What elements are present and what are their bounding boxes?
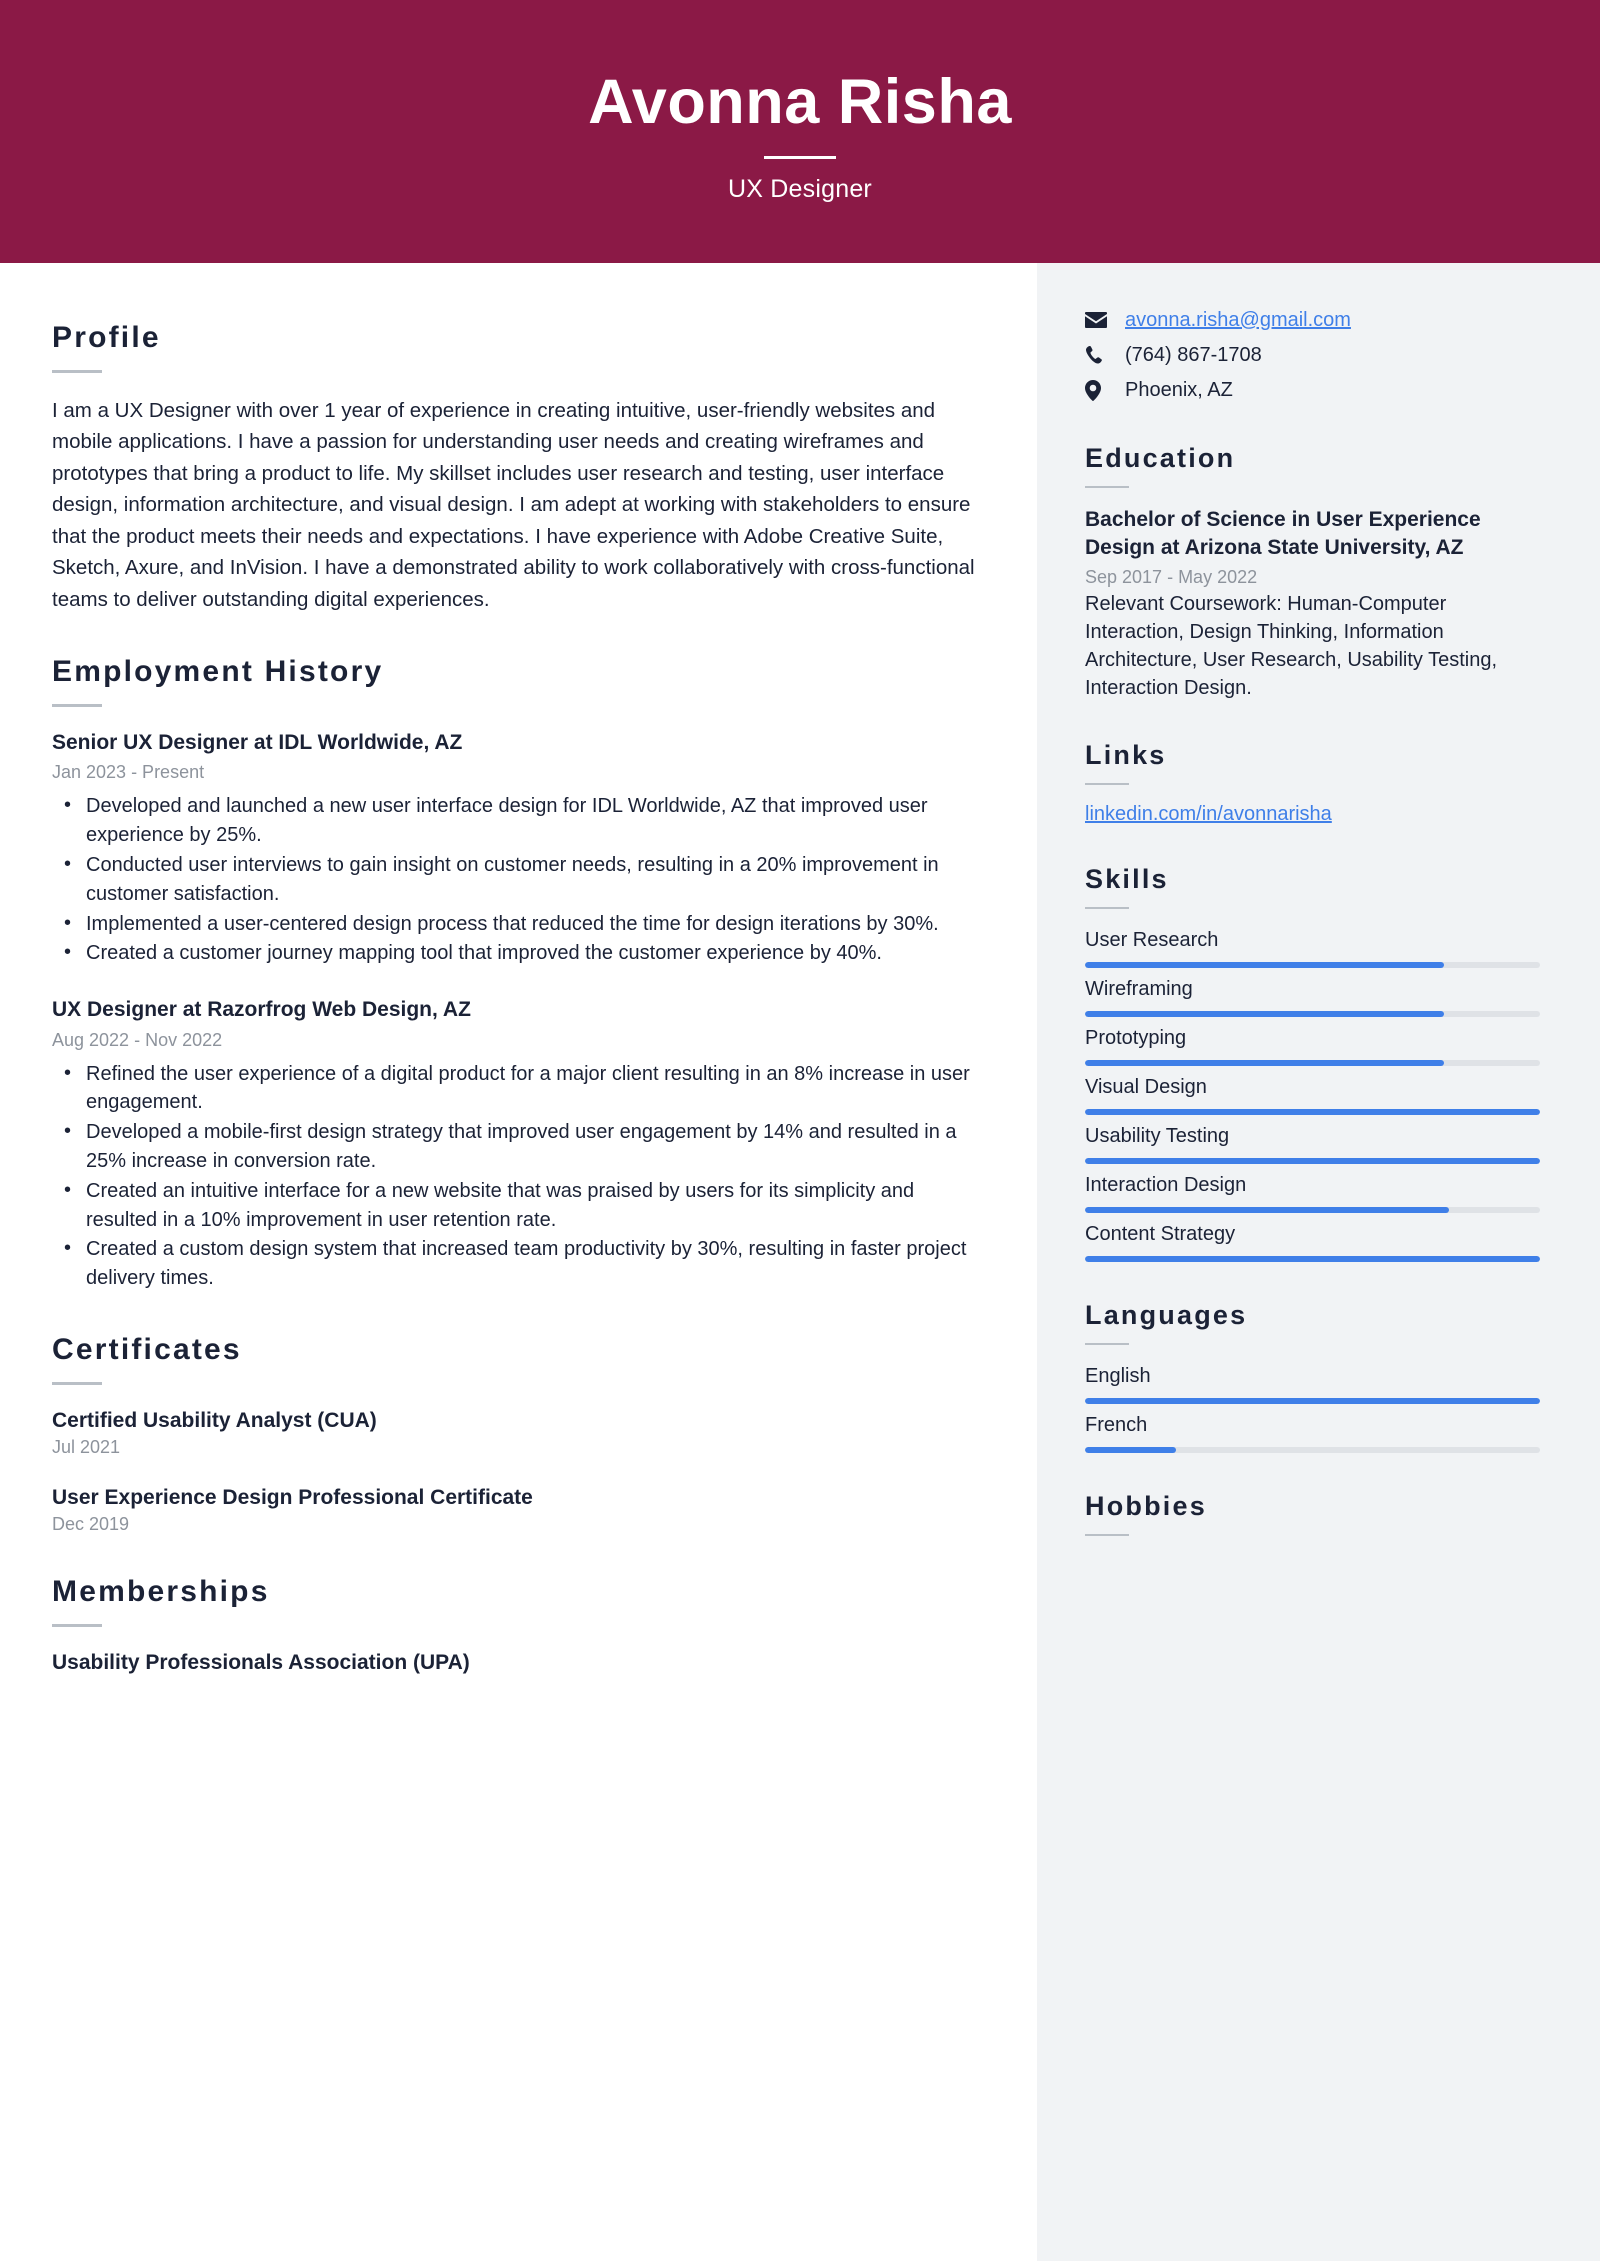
skills-list bbox=[1085, 927, 1540, 1262]
section-hobbies bbox=[1085, 1491, 1540, 1536]
location-text: Phoenix, AZ bbox=[1125, 379, 1233, 401]
certificate-entry bbox=[52, 1484, 981, 1535]
employment-heading: Employment History bbox=[52, 655, 384, 689]
job-entry bbox=[52, 996, 981, 1293]
job-bullet: • Implemented a user-centered design process that reduced the time for design iterations by 30%. bbox=[52, 910, 981, 939]
section-divider bbox=[1085, 486, 1129, 488]
skill-level-bar bbox=[1085, 1109, 1540, 1115]
skill-label: Prototyping bbox=[1085, 1026, 1187, 1049]
contact-row-phone bbox=[1085, 342, 1540, 368]
section-divider bbox=[52, 370, 102, 373]
language-item bbox=[1085, 1412, 1540, 1453]
certificate-date: Jul 2021 bbox=[52, 1436, 121, 1457]
skill-item bbox=[1085, 927, 1540, 968]
skill-level-fill bbox=[1085, 1060, 1444, 1066]
skill-item bbox=[1085, 976, 1540, 1017]
language-label: English bbox=[1085, 1364, 1151, 1387]
linkedin-link[interactable]: linkedin.com/in/avonnarisha bbox=[1085, 802, 1332, 825]
section-divider bbox=[52, 1382, 102, 1385]
section-education bbox=[1085, 443, 1540, 702]
header-job-title: UX Designer bbox=[728, 174, 872, 203]
resume-header bbox=[0, 0, 1600, 263]
location-pin-icon bbox=[1085, 380, 1111, 401]
skill-level-bar bbox=[1085, 1207, 1540, 1213]
job-date: Jan 2023 - Present bbox=[52, 762, 205, 783]
job-title: Senior UX Designer at IDL Worldwide, AZ bbox=[52, 730, 463, 754]
skill-label: Content Strategy bbox=[1085, 1222, 1236, 1245]
certificate-date: Dec 2019 bbox=[52, 1514, 130, 1535]
skill-level-fill bbox=[1085, 1109, 1540, 1115]
skill-level-fill bbox=[1085, 1158, 1540, 1164]
language-level-fill bbox=[1085, 1447, 1176, 1453]
section-languages bbox=[1085, 1300, 1540, 1453]
job-bullet: • Conducted user interviews to gain insight on customer needs, resulting in a 20% improvement in customer satisfaction. bbox=[52, 851, 981, 909]
skill-item bbox=[1085, 1025, 1540, 1066]
skill-item bbox=[1085, 1172, 1540, 1213]
job-bullet: • Created an intuitive interface for a new website that was praised by users for its simplicity and resulted in a 10% improvement in user retention rate. bbox=[52, 1177, 981, 1235]
memberships-heading: Memberships bbox=[52, 1575, 270, 1609]
profile-text: I am a UX Designer with over 1 year of experience in creating intuitive, user-friendly websites and mobile applications. I have a passion for understanding user needs and creating wireframes and prototypes that bring a product to life. My skillset includes user research and testing, user interface design, information architecture, and visual design. I am adept at working with stakeholders to ensure that the product meets their needs and expectations. I have experience with Adobe Creative Suite, Sketch, Axure, and InVision. I have a demonstrated ability to work collaboratively with cross-functional teams to deliver outstanding digital experiences. bbox=[52, 398, 975, 611]
section-divider bbox=[52, 704, 102, 707]
job-bullet: • Created a customer journey mapping tool that improved the customer experience by 40%. bbox=[52, 939, 981, 968]
skill-level-bar bbox=[1085, 1060, 1540, 1066]
hobbies-heading: Hobbies bbox=[1085, 1490, 1207, 1521]
job-bullet-list bbox=[52, 792, 981, 968]
skill-label: Wireframing bbox=[1085, 977, 1193, 1000]
phone-text: (764) 867-1708 bbox=[1125, 344, 1262, 366]
skill-item bbox=[1085, 1123, 1540, 1164]
education-degree: Bachelor of Science in User Experience Design at Arizona State University, AZ bbox=[1085, 508, 1481, 560]
skill-item bbox=[1085, 1221, 1540, 1262]
skill-label: User Research bbox=[1085, 928, 1219, 951]
skill-label: Visual Design bbox=[1085, 1075, 1207, 1098]
skill-level-fill bbox=[1085, 962, 1444, 968]
section-divider bbox=[52, 1624, 102, 1627]
email-link[interactable]: avonna.risha@gmail.com bbox=[1125, 309, 1351, 331]
languages-list bbox=[1085, 1363, 1540, 1453]
language-item bbox=[1085, 1363, 1540, 1404]
certificates-heading: Certificates bbox=[52, 1333, 242, 1367]
main-column bbox=[0, 263, 1037, 2261]
job-bullet: • Developed a mobile-first design strategy that improved user engagement by 14% and resulted in a 25% increase in conversion rate. bbox=[52, 1118, 981, 1176]
contact-row-email bbox=[1085, 307, 1540, 333]
section-skills bbox=[1085, 864, 1540, 1262]
header-divider bbox=[764, 156, 836, 159]
section-links bbox=[1085, 740, 1540, 826]
skill-level-bar bbox=[1085, 962, 1540, 968]
section-employment-history bbox=[52, 655, 981, 1293]
certificate-title: Certified Usability Analyst (CUA) bbox=[52, 1408, 377, 1432]
job-bullet: • Refined the user experience of a digital product for a major client resulting in an 8% increase in user engagement. bbox=[52, 1060, 981, 1118]
section-divider bbox=[1085, 1534, 1129, 1536]
education-date: Sep 2017 - May 2022 bbox=[1085, 566, 1258, 587]
certificate-entry bbox=[52, 1407, 981, 1458]
resume-body bbox=[0, 263, 1600, 2261]
job-bullet: • Created a custom design system that increased team productivity by 30%, resulting in faster project delivery times. bbox=[52, 1235, 981, 1293]
skill-level-bar bbox=[1085, 1256, 1540, 1262]
skill-level-bar bbox=[1085, 1158, 1540, 1164]
language-label: French bbox=[1085, 1413, 1148, 1436]
section-divider bbox=[1085, 907, 1129, 909]
education-heading: Education bbox=[1085, 443, 1236, 473]
education-description: Relevant Coursework: Human-Computer Interaction, Design Thinking, Information Architecture, User Research, Usability Testing, Interaction Design. bbox=[1085, 592, 1498, 699]
contact-row-location bbox=[1085, 377, 1540, 403]
skill-level-fill bbox=[1085, 1011, 1444, 1017]
skill-item bbox=[1085, 1074, 1540, 1115]
certificate-title: User Experience Design Professional Certificate bbox=[52, 1485, 533, 1509]
job-bullet-list bbox=[52, 1060, 981, 1293]
skill-level-bar bbox=[1085, 1011, 1540, 1017]
profile-heading: Profile bbox=[52, 321, 161, 354]
skill-level-fill bbox=[1085, 1256, 1540, 1262]
job-entry bbox=[52, 729, 981, 968]
section-profile bbox=[52, 321, 981, 615]
skill-label: Usability Testing bbox=[1085, 1124, 1230, 1147]
skill-level-fill bbox=[1085, 1207, 1449, 1213]
contact-list bbox=[1085, 307, 1540, 403]
links-heading: Links bbox=[1085, 739, 1167, 770]
page-title: Avonna Risha bbox=[588, 67, 1012, 138]
language-level-bar bbox=[1085, 1398, 1540, 1404]
skill-label: Interaction Design bbox=[1085, 1173, 1247, 1196]
job-title: UX Designer at Razorfrog Web Design, AZ bbox=[52, 998, 471, 1022]
job-date: Aug 2022 - Nov 2022 bbox=[52, 1029, 223, 1050]
section-certificates bbox=[52, 1333, 981, 1535]
section-memberships bbox=[52, 1575, 981, 1676]
skills-heading: Skills bbox=[1085, 863, 1169, 894]
sidebar-column bbox=[1037, 263, 1600, 2261]
section-divider bbox=[1085, 1343, 1129, 1345]
section-divider bbox=[1085, 783, 1129, 785]
language-level-fill bbox=[1085, 1398, 1540, 1404]
envelope-icon bbox=[1085, 312, 1111, 328]
language-level-bar bbox=[1085, 1447, 1540, 1453]
languages-heading: Languages bbox=[1085, 1299, 1248, 1330]
membership-title: Usability Professionals Association (UPA) bbox=[52, 1650, 470, 1674]
phone-icon bbox=[1085, 345, 1111, 365]
job-bullet: • Developed and launched a new user interface design for IDL Worldwide, AZ that improved user experience by 25%. bbox=[52, 792, 981, 850]
